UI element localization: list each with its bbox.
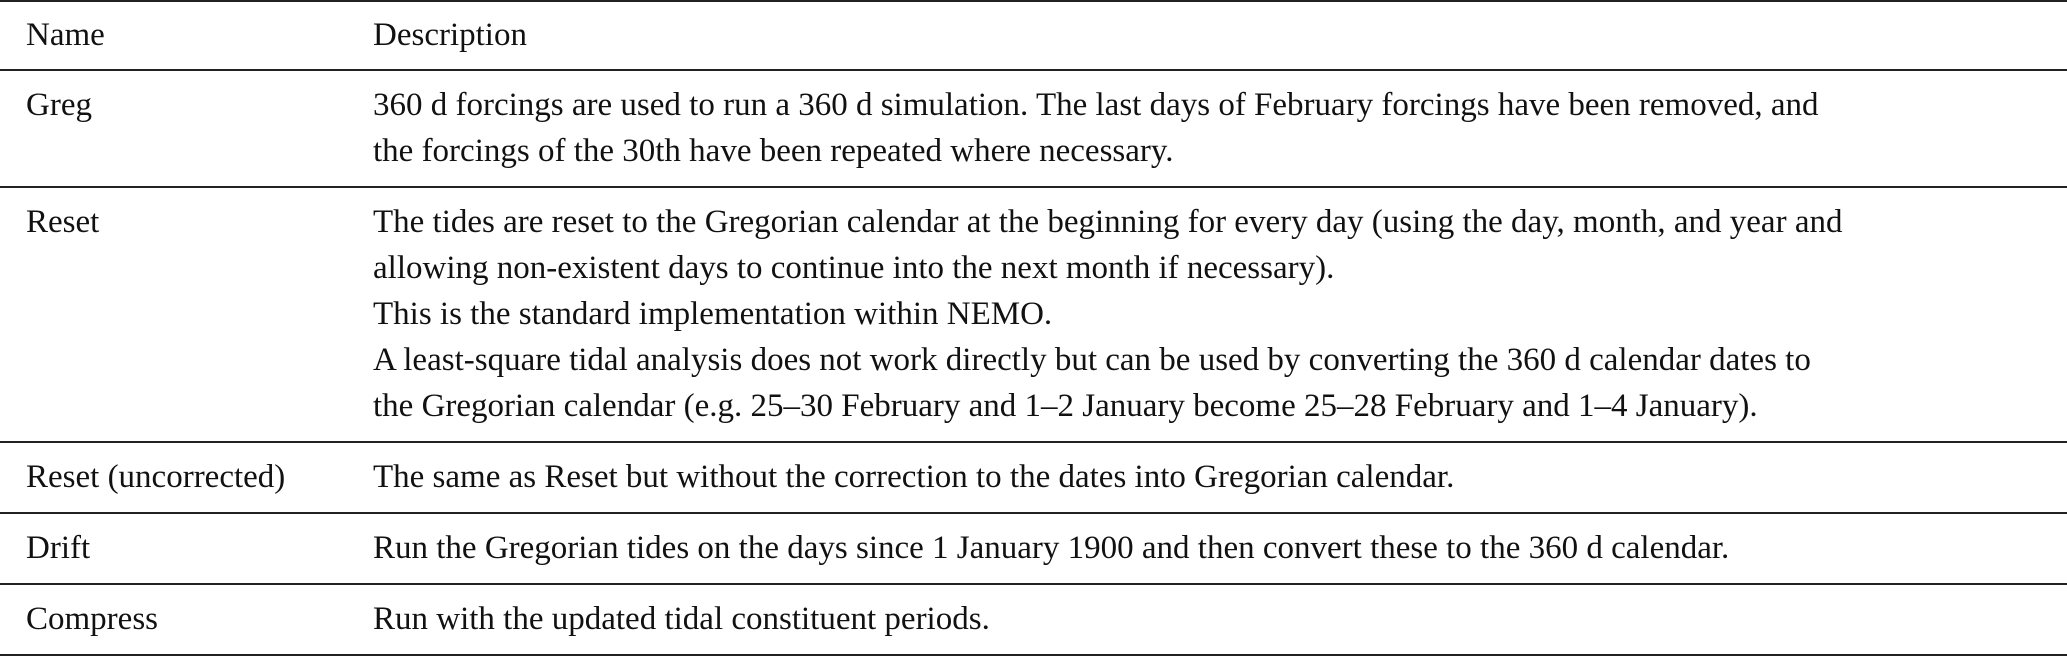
description-line: Run with the updated tidal constituent periods.	[373, 601, 990, 637]
row-description	[373, 584, 2067, 655]
table-row	[0, 187, 2067, 442]
row-description	[373, 513, 2067, 584]
description-line: Run the Gregorian tides on the days since 1 January 1900 and then convert these to the 360 d calendar.	[373, 530, 1730, 566]
description-line: allowing non-existent days to continue into the next month if necessary).	[373, 250, 1335, 286]
row-description	[373, 70, 2067, 187]
description-line: This is the standard implementation within NEMO.	[373, 296, 1053, 332]
description-line: The tides are reset to the Gregorian calendar at the beginning for every day (using the day, month, and year and	[373, 204, 1843, 240]
table-header-row	[0, 1, 2067, 70]
table-row	[0, 513, 2067, 584]
row-description	[373, 442, 2067, 513]
description-line: the Gregorian calendar (e.g. 25–30 February and 1–2 January become 25–28 February and 1–4 January).	[373, 388, 1758, 424]
row-name: Reset	[26, 204, 100, 240]
table-row	[0, 442, 2067, 513]
description-line: The same as Reset but without the correction to the dates into Gregorian calendar.	[373, 459, 1455, 495]
row-name: Drift	[26, 530, 91, 566]
description-line: A least-square tidal analysis does not work directly but can be used by converting the 360 d calendar dates to	[373, 342, 1811, 378]
table-row	[0, 70, 2067, 187]
row-name: Compress	[26, 601, 158, 637]
column-header-description: Description	[373, 17, 527, 53]
description-line: 360 d forcings are used to run a 360 d simulation. The last days of February forcings have been removed, and	[373, 87, 1819, 123]
table-row	[0, 584, 2067, 655]
column-header-name: Name	[26, 17, 105, 53]
description-line: the forcings of the 30th have been repeated where necessary.	[373, 133, 1174, 169]
row-name: Reset (uncorrected)	[26, 459, 286, 495]
row-description	[373, 187, 2067, 442]
row-name: Greg	[26, 87, 92, 123]
